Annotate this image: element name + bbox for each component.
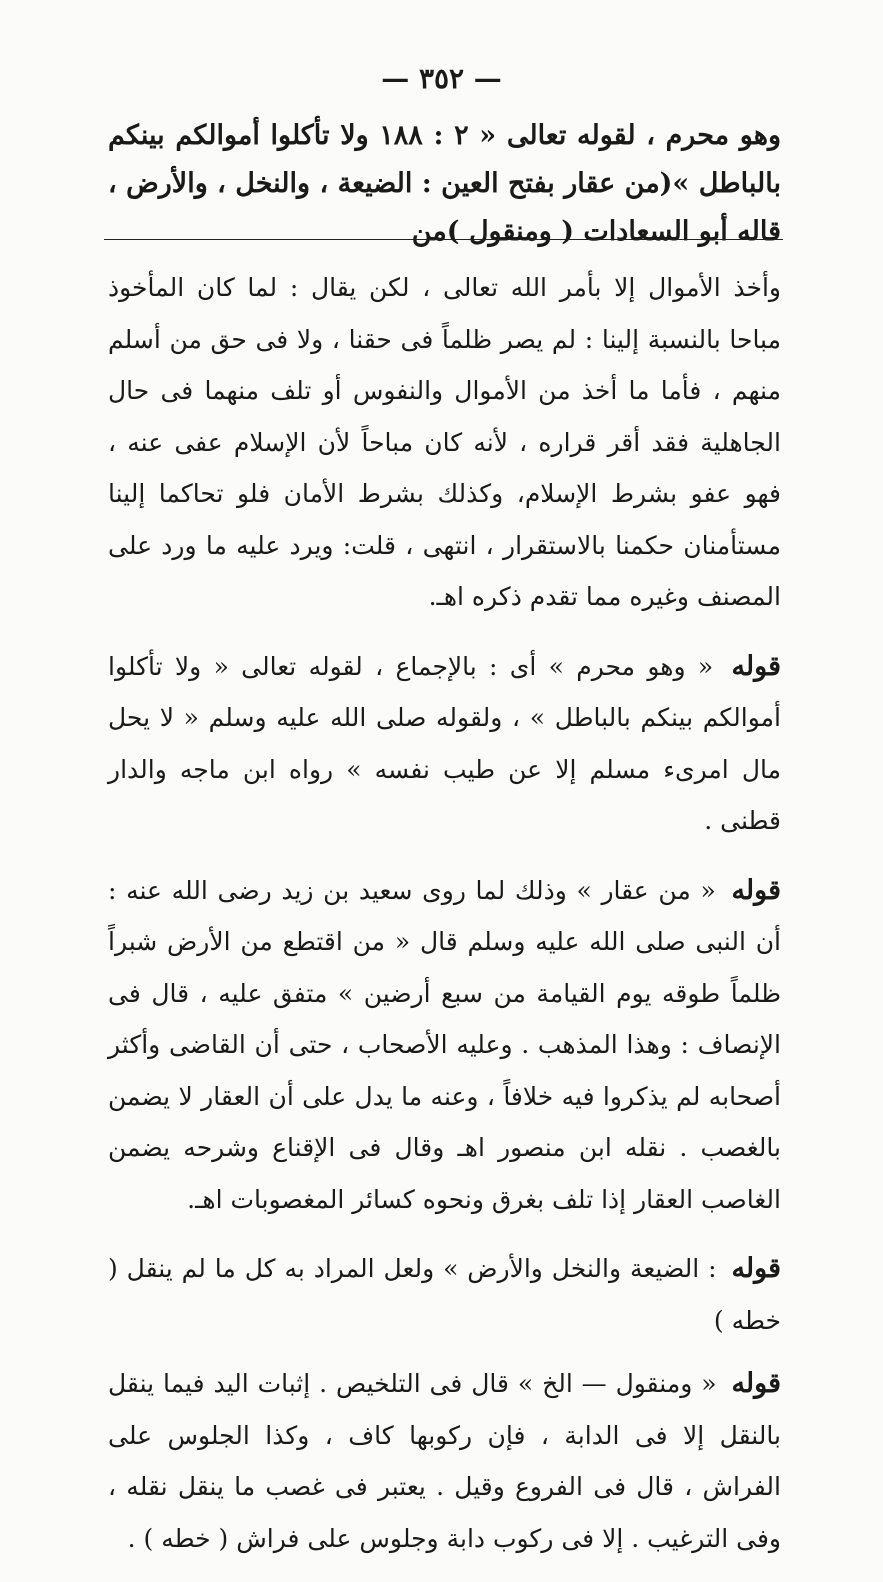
separator-line xyxy=(104,239,783,240)
commentary-keyword: قوله xyxy=(731,650,781,682)
commentary-text: « من عقار » وذلك لما روى سعيد بن زيد رضى الله عنه : أن النبى صلى الله عليه وسلم قال « من اقتطع من الأرض شبراً ظلماً طوقه يوم القيامة من سبع أرضين » متفق عليه ، قال فى الإنصاف : وهذا المذهب . وعليه الأصحاب ، حتى أن القاضى وأكثر أصحابه لم يذكروا فيه خلافاً ، وعنه ما يدل على أن العقار لا يضمن بالغصب . نقله ابن منصور اهـ وقال فى الإقناع وشرحه يضمن الغاصب العقار إذا تلف بغرق ونحوه كسائر المغصوبات اهـ. xyxy=(108,875,781,1214)
page-number: — ٣٥٢ — xyxy=(381,62,502,95)
commentary-text: « وهو محرم » أى : بالإجماع ، لقوله تعالى « ولا تأكلوا أموالكم بينكم بالباطل » ، ولقوله صلى الله عليه وسلم « لا يحل مال امرىء مسلم إلا عن طيب نفسه » رواه ابن ماجه والدار قطنى . xyxy=(108,651,781,835)
commentary-keyword: قوله xyxy=(731,1253,781,1284)
commentary-keyword: قوله xyxy=(731,1368,781,1399)
commentary-text: وأخذ الأموال إلا بأمر الله تعالى ، لكن يقال : لما كان المأخوذ مباحا بالنسبة إلينا : لم يصر ظلماً فى حقنا ، ولا فى حق من أسلم منهم ، فأما ما أخذ من الأموال والنفوس أو تلف منهما فى حال الجاهلية فقد أقر قراره ، لأنه كان مباحاً لأن الإسلام عفى عنه ، فهو عفو بشرط الإسلام، وكذلك بشرط الأمان فلو تحاكما إلينا مستأمنان حكمنا بالاستقرار ، انتهى ، قلت: ويرد عليه ما ورد على المصنف وغيره مما تقدم ذكره اهـ. xyxy=(108,273,781,611)
commentary-section xyxy=(108,262,781,1582)
commentary-paragraph xyxy=(108,641,781,847)
commentary-text: « ومنقول — الخ » قال فى التلخيص . إثبات اليد فيما ينقل بالنقل إلا فى الدابة ، فإن ركوبها كاف ، وكذا الجلوس على الفراش ، قال فى الفروع وقيل . يعتبر فى غصب ما ينقل نقله ، وفى الترغيب . إلا فى ركوب دابة وجلوس على فراش ( خطه ) . xyxy=(108,1369,781,1553)
commentary-paragraph xyxy=(108,1358,781,1564)
commentary-paragraph xyxy=(108,1243,781,1346)
commentary-text: : الضيعة والنخل والأرض » ولعل المراد به كل ما لم ينقل ( خطه ) xyxy=(108,1254,781,1335)
commentary-paragraph xyxy=(108,865,781,1226)
commentary-keyword: قوله xyxy=(731,874,781,906)
commentary-paragraph xyxy=(108,262,781,623)
main-text: وهو محرم ، لقوله تعالى « ٢ : ١٨٨ ولا تأكلوا أموالكم بينكم بالباطل »(من عقار بفتح العين : الضيعة ، والنخل ، والأرض ، قاله أبو السعادات ( ومنقول )من xyxy=(108,120,781,247)
